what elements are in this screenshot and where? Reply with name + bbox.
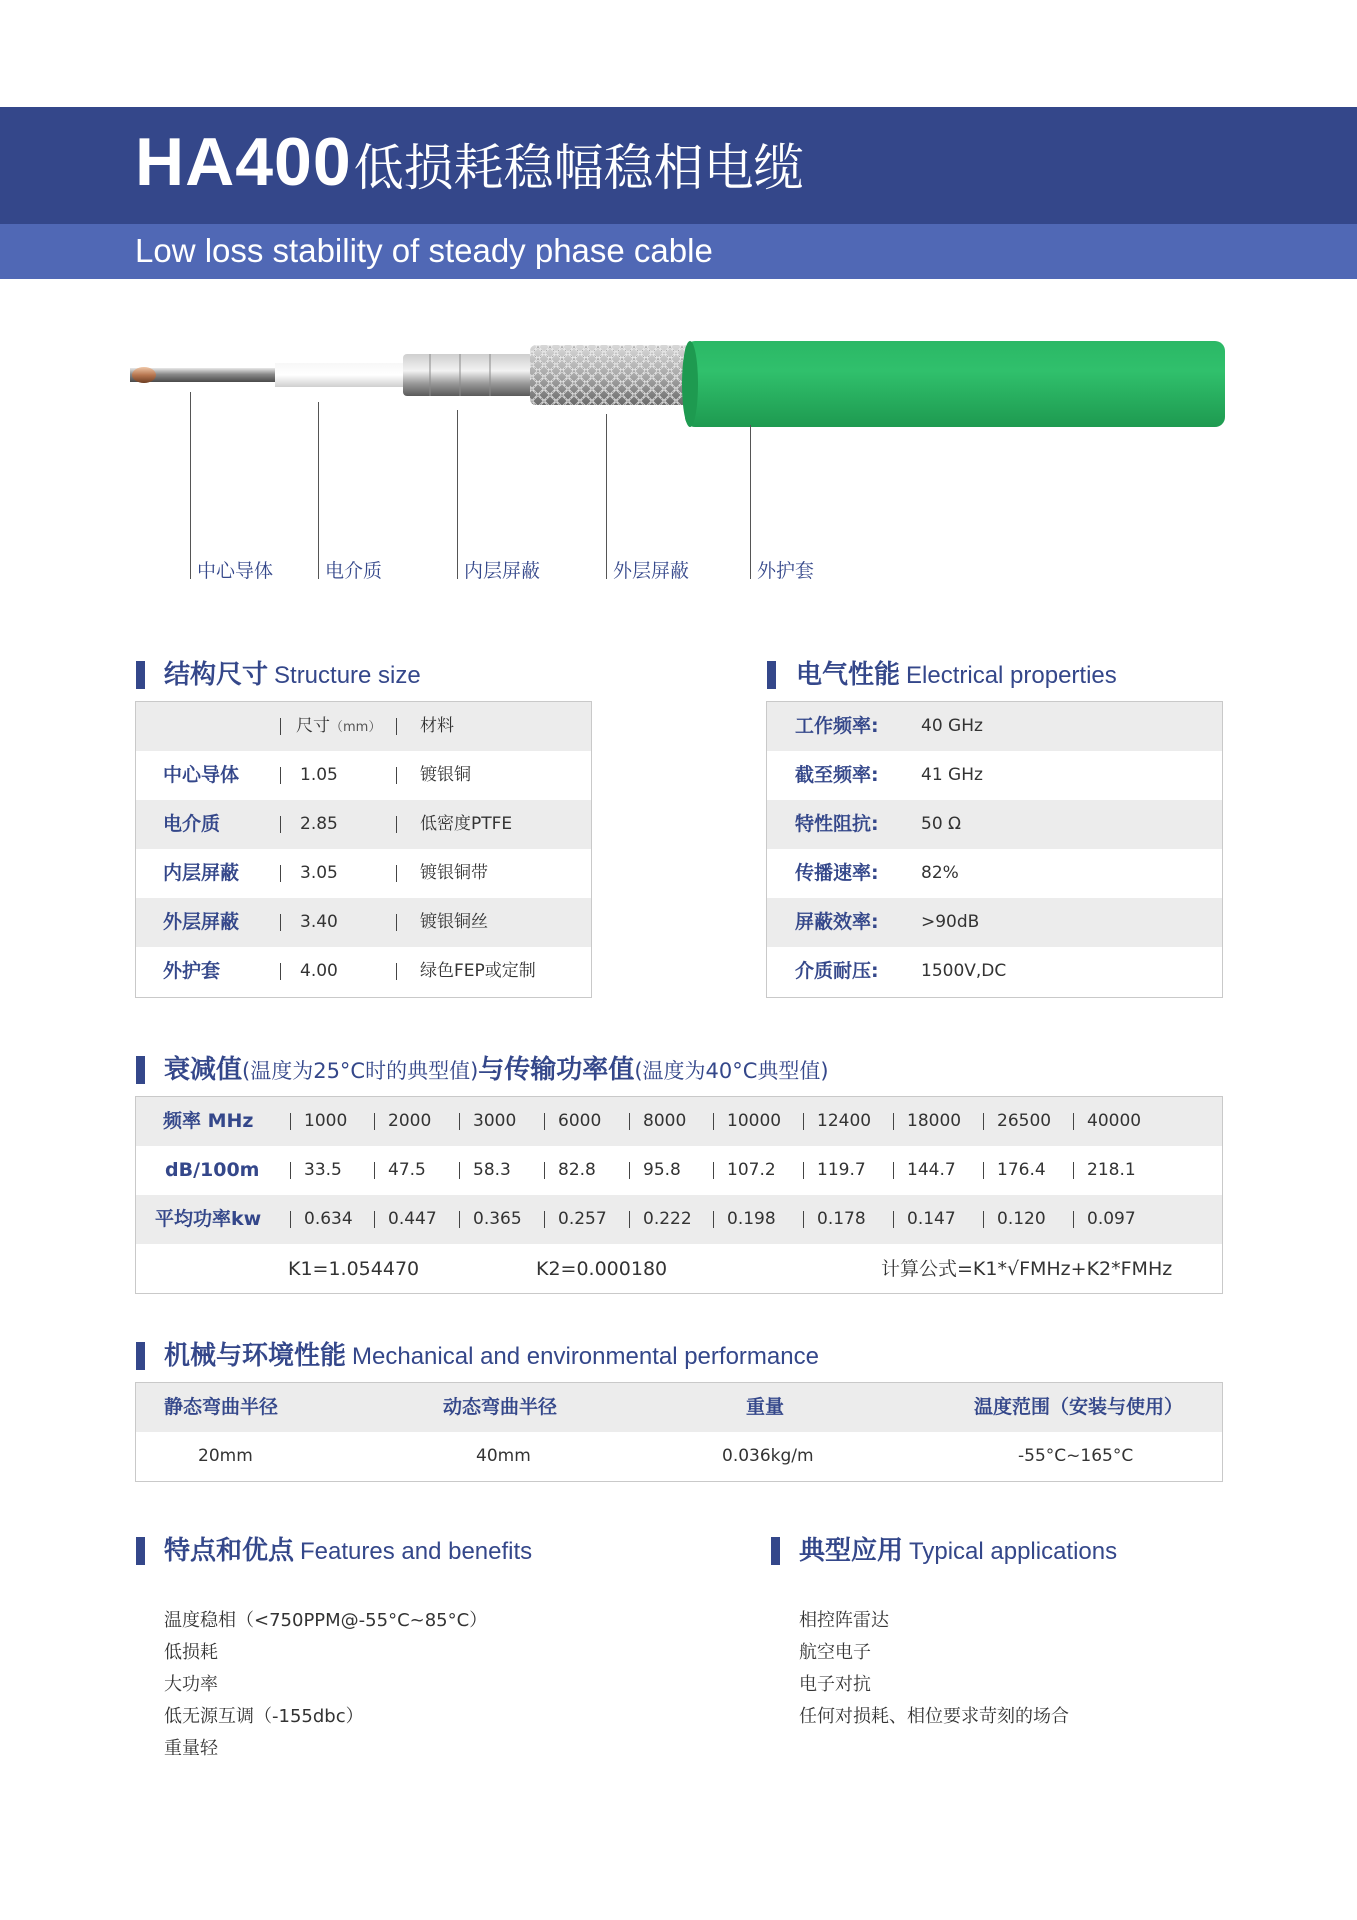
weight-value: 0.036kg/m — [722, 1446, 814, 1466]
row-size: 1.05 — [300, 765, 338, 785]
row-value: 50 Ω — [921, 814, 962, 834]
label-dielectric: 电介质 — [325, 560, 383, 582]
electrical-table — [766, 701, 1223, 998]
row-label: 内层屏蔽 — [163, 862, 240, 884]
row-size: 2.85 — [300, 814, 338, 834]
formula-text: 计算公式=K1*√FMHz+K2*FMHz — [881, 1258, 1173, 1280]
header-dynamic-bend: 动态弯曲半径 — [443, 1396, 558, 1418]
attenuation-cell: 176.4 — [997, 1160, 1046, 1180]
table-row — [136, 947, 591, 996]
table-row — [767, 751, 1222, 800]
row-material: 绿色FEP或定制 — [420, 961, 536, 981]
row-value: >90dB — [921, 912, 980, 932]
attenuation-title: 衰减值 — [164, 1055, 243, 1085]
features-heading — [164, 1538, 532, 1564]
attenuation-cell: 18000 — [907, 1111, 962, 1131]
applications-title-cn: 典型应用 — [799, 1536, 904, 1566]
table-row — [136, 751, 591, 800]
attenuation-cell: 0.120 — [997, 1209, 1046, 1229]
header-temperature: 温度范围（安装与使用） — [974, 1396, 1184, 1418]
power-note: (温度为40°C典型值) — [634, 1059, 829, 1083]
row-size: 3.05 — [300, 863, 338, 883]
attenuation-heading — [164, 1057, 829, 1083]
attenuation-cell: 119.7 — [817, 1160, 866, 1180]
row-label: 中心导体 — [163, 764, 240, 786]
row-label: 外层屏蔽 — [163, 911, 240, 933]
row-value: 1500V,DC — [921, 961, 1007, 981]
jacket-edge-shape — [682, 341, 698, 427]
list-item: 温度稳相（<750PPM@-55°C~85°C） — [164, 1610, 488, 1631]
attenuation-cell: 218.1 — [1087, 1160, 1136, 1180]
attenuation-cell: 1000 — [304, 1111, 348, 1131]
row-value: 82% — [921, 863, 959, 883]
header-size: 尺寸（mm） — [296, 716, 382, 736]
attenuation-cell: 0.178 — [817, 1209, 866, 1229]
row-label: 外护套 — [163, 960, 221, 982]
row-label: 工作频率: — [795, 715, 879, 737]
list-item: 电子对抗 — [799, 1674, 871, 1695]
row-material: 镀银铜丝 — [420, 912, 488, 932]
row-value: 41 GHz — [921, 765, 983, 785]
table-row — [767, 702, 1222, 751]
model-number: HA400 — [135, 124, 352, 200]
conductor-tip-shape — [132, 367, 156, 383]
attenuation-cell: 2000 — [388, 1111, 432, 1131]
section-marker — [771, 1537, 780, 1565]
title-cn: 低损耗稳幅稳相电缆 — [353, 139, 804, 197]
label-inner-shield: 内层屏蔽 — [464, 560, 541, 582]
table-row — [136, 849, 591, 898]
structure-title-en: Structure size — [274, 662, 421, 689]
header-static-bend: 静态弯曲半径 — [164, 1396, 279, 1418]
structure-title-cn: 结构尺寸 — [164, 660, 269, 690]
row-value: 40 GHz — [921, 716, 983, 736]
attenuation-cell: 3000 — [473, 1111, 517, 1131]
attenuation-cell: 0.634 — [304, 1209, 353, 1229]
attenuation-table — [135, 1096, 1223, 1294]
attenuation-cell: 0.097 — [1087, 1209, 1136, 1229]
attenuation-cell: 10000 — [727, 1111, 782, 1131]
attenuation-cell: 82.8 — [558, 1160, 596, 1180]
frequency-row — [136, 1097, 1222, 1146]
leader-line — [318, 402, 319, 579]
features-title-cn: 特点和优点 — [164, 1536, 295, 1566]
attenuation-cell: 144.7 — [907, 1160, 956, 1180]
attenuation-cell: 0.447 — [388, 1209, 437, 1229]
table-header-row — [136, 1383, 1222, 1432]
attenuation-cell: 40000 — [1087, 1111, 1142, 1131]
attenuation-cell: 0.198 — [727, 1209, 776, 1229]
attenuation-cell: 95.8 — [643, 1160, 681, 1180]
table-row — [136, 800, 591, 849]
list-item: 低损耗 — [164, 1642, 218, 1663]
list-item: 相控阵雷达 — [799, 1610, 889, 1631]
page-subtitle: Low loss stability of steady phase cable — [135, 232, 713, 269]
section-marker — [767, 661, 776, 689]
braid-pattern-shape — [530, 345, 690, 405]
list-item: 大功率 — [164, 1674, 218, 1695]
leader-line — [750, 425, 751, 579]
outer-jacket-shape — [685, 341, 1225, 427]
header-material: 材料 — [420, 716, 454, 736]
list-item: 低无源互调（-155dbc） — [164, 1706, 364, 1727]
page-title — [135, 124, 804, 200]
table-row — [136, 898, 591, 947]
list-item: 任何对损耗、相位要求苛刻的场合 — [799, 1706, 1069, 1727]
row-label: 特性阻抗: — [795, 813, 879, 835]
row-label: 屏蔽效率: — [795, 911, 879, 933]
row-material: 低密度PTFE — [420, 814, 513, 834]
attenuation-cell: 8000 — [643, 1111, 687, 1131]
structure-table — [135, 701, 592, 998]
attenuation-cell: 47.5 — [388, 1160, 426, 1180]
electrical-heading — [796, 662, 1117, 688]
table-row — [767, 849, 1222, 898]
applications-title-en: Typical applications — [909, 1538, 1118, 1565]
applications-heading — [799, 1538, 1117, 1564]
inner-shield-shape — [403, 354, 533, 396]
list-item: 重量轻 — [164, 1738, 218, 1759]
section-marker — [136, 1342, 145, 1370]
table-row — [136, 1432, 1222, 1481]
row-label: 电介质 — [163, 813, 221, 835]
leader-line — [457, 410, 458, 579]
row-label: dB/100m — [165, 1159, 260, 1181]
attenuation-note: (温度为25°C时的典型值) — [242, 1059, 479, 1083]
table-row — [767, 898, 1222, 947]
attenuation-cell: 6000 — [558, 1111, 602, 1131]
temperature-value: -55°C~165°C — [1018, 1446, 1134, 1466]
features-title-en: Features and benefits — [300, 1538, 533, 1565]
row-size: 3.40 — [300, 912, 338, 932]
row-label: 介质耐压: — [795, 960, 879, 982]
dynamic-bend-value: 40mm — [476, 1446, 531, 1466]
table-header-row — [136, 702, 591, 751]
attenuation-cell: 12400 — [817, 1111, 872, 1131]
attenuation-cell: 107.2 — [727, 1160, 776, 1180]
k1-value: K1=1.054470 — [288, 1258, 420, 1280]
dielectric-shape — [275, 363, 405, 387]
attenuation-cell: 0.222 — [643, 1209, 692, 1229]
row-size: 4.00 — [300, 961, 338, 981]
row-material: 镀银铜带 — [420, 863, 488, 883]
section-marker — [136, 1056, 145, 1084]
attenuation-cell: 0.365 — [473, 1209, 522, 1229]
electrical-title-en: Electrical properties — [906, 662, 1117, 689]
section-marker — [136, 1537, 145, 1565]
attenuation-row — [136, 1146, 1222, 1195]
list-item: 航空电子 — [799, 1642, 871, 1663]
attenuation-cell: 26500 — [997, 1111, 1052, 1131]
label-outer-jacket: 外护套 — [757, 560, 815, 582]
row-label: 传播速率: — [795, 862, 879, 884]
electrical-title-cn: 电气性能 — [796, 660, 901, 690]
attenuation-cell: 0.147 — [907, 1209, 956, 1229]
mechanical-title-cn: 机械与环境性能 — [164, 1341, 347, 1371]
attenuation-cell: 33.5 — [304, 1160, 342, 1180]
structure-heading — [164, 662, 421, 688]
mechanical-heading — [164, 1343, 819, 1369]
mechanical-title-en: Mechanical and environmental performance — [352, 1343, 819, 1370]
row-label: 频率 MHz — [163, 1110, 254, 1132]
k2-value: K2=0.000180 — [536, 1258, 668, 1280]
power-row — [136, 1195, 1222, 1244]
power-title: 与传输功率值 — [478, 1055, 635, 1085]
leader-line — [606, 414, 607, 579]
label-center-conductor: 中心导体 — [197, 560, 274, 582]
mechanical-table — [135, 1382, 1223, 1482]
formula-row — [136, 1245, 1222, 1294]
cable-illustration — [130, 335, 1230, 435]
table-row — [767, 947, 1222, 996]
label-outer-shield: 外层屏蔽 — [613, 560, 690, 582]
attenuation-cell: 0.257 — [558, 1209, 607, 1229]
row-material: 镀银铜 — [420, 765, 471, 785]
leader-line — [190, 392, 191, 579]
static-bend-value: 20mm — [198, 1446, 253, 1466]
row-label: 截至频率: — [795, 764, 879, 786]
header-weight: 重量 — [746, 1396, 785, 1418]
row-label: 平均功率kw — [155, 1208, 262, 1230]
table-row — [767, 800, 1222, 849]
section-marker — [136, 661, 145, 689]
attenuation-cell: 58.3 — [473, 1160, 511, 1180]
